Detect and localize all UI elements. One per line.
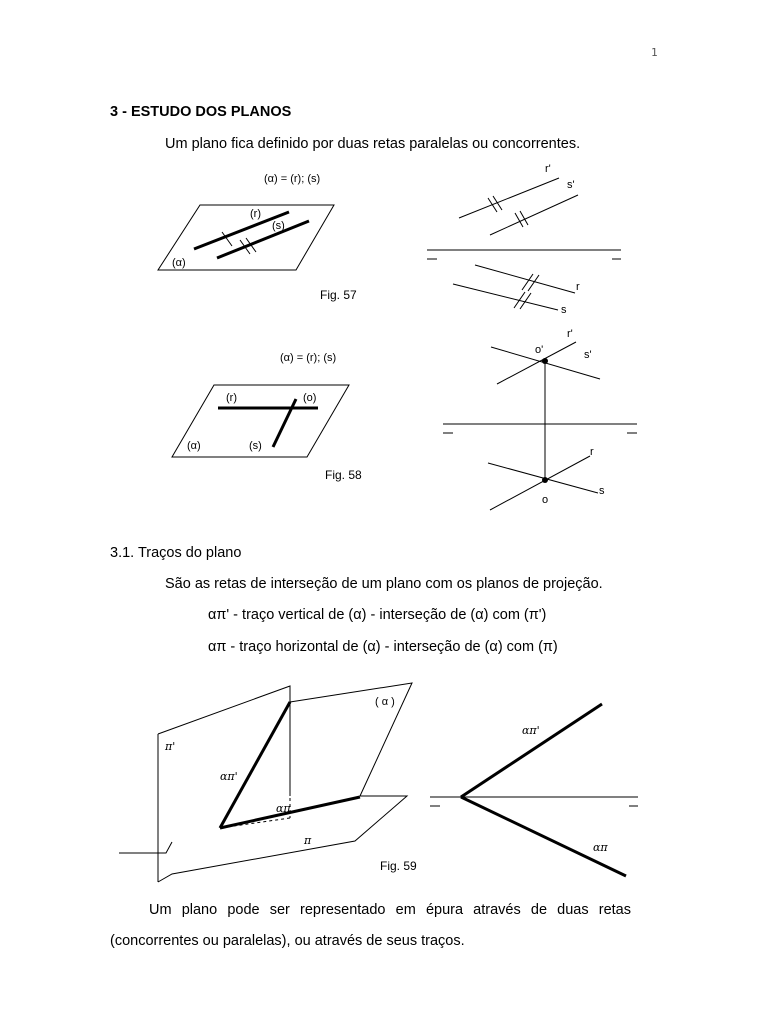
fig57-label-s: (s) — [272, 220, 285, 232]
fig57-caption: Fig. 57 — [320, 288, 357, 302]
fig58-epura-r — [490, 456, 590, 510]
fig57-epura-r-prime — [459, 178, 559, 218]
fig58-line-s — [273, 399, 296, 447]
fig57-formula: (α) = (r); (s) — [264, 173, 321, 185]
fig58-label-r: (r) — [226, 392, 237, 404]
fig58-formula: (α) = (r); (s) — [280, 352, 337, 364]
fig59-label-alpha: ( α ) — [375, 696, 395, 708]
fig58-epura-r-label: r — [590, 446, 594, 458]
fig59-epura-alpha-pi-prime-label: απ' — [522, 724, 540, 737]
fig58-label-o: (o) — [303, 392, 317, 404]
fig58-epura-o-prime-label: o' — [535, 344, 544, 356]
fig57-epura-s-prime-label: s' — [567, 179, 575, 191]
subsection-definition: São as retas de interseção de um plano com os planos de projeção. — [165, 576, 603, 592]
fig58-point-o — [542, 477, 548, 483]
fig59-label-alpha-pi-prime: απ' — [220, 770, 238, 783]
fig57-epura-r-prime-label: r' — [545, 163, 551, 175]
fig59-horizontal-plane — [119, 842, 172, 853]
fig57-epura-r-label: r — [576, 281, 580, 293]
fig58-epura-s-prime-label: s' — [584, 349, 592, 361]
section-intro: Um plano fica definido por duas retas paralelas ou concorrentes. — [165, 136, 581, 152]
page-number: 1 — [651, 46, 658, 59]
fig59-label-pi-prime: π' — [165, 740, 176, 753]
fig58-epura-s-label: s — [599, 485, 605, 497]
fig58-point-o-prime — [542, 358, 548, 364]
fig58-epura-o-label: o — [542, 494, 549, 506]
subsection-title: 3.1. Traços do plano — [110, 545, 242, 561]
conclusion-line-2: (concorrentes ou paralelas), ou através de seus traços. — [110, 933, 465, 949]
section-title: 3 - ESTUDO DOS PLANOS — [110, 104, 292, 120]
fig59-epura-trace-horizontal — [461, 797, 626, 876]
fig57-label-r: (r) — [250, 208, 261, 220]
fig57-label-alpha: (α) — [172, 257, 186, 269]
fig57-epura-r — [475, 265, 575, 293]
fig58-diagram — [0, 325, 768, 515]
fig58-label-alpha: (α) — [187, 440, 201, 452]
fig59-epura-alpha-pi-label: απ — [593, 841, 608, 854]
fig59-label-alpha-pi: απ — [276, 802, 291, 815]
fig57-epura-s-prime — [490, 195, 578, 235]
fig59-caption: Fig. 59 — [380, 859, 417, 873]
fig57-diagram — [0, 160, 768, 330]
fig57-line-s — [217, 221, 309, 258]
fig57-epura-tick — [528, 275, 539, 291]
fig57-epura-tick — [522, 274, 533, 290]
fig58-label-s: (s) — [249, 440, 262, 452]
vertical-trace-text: απ' - traço vertical de (α) - interseção de (α) com (π') — [208, 607, 547, 623]
fig58-caption: Fig. 58 — [325, 468, 362, 482]
fig59-epura-trace-vertical — [461, 704, 602, 797]
fig57-epura-s-label: s — [561, 304, 567, 316]
horizontal-trace-text: απ - traço horizontal de (α) - interseção de (α) com (π) — [208, 639, 558, 655]
fig59-diagram — [0, 675, 768, 890]
fig57-epura-s — [453, 284, 558, 310]
conclusion-line-1: Um plano pode ser representado em épura através de duas retas — [149, 902, 631, 918]
fig58-epura-r-prime-label: r' — [567, 328, 573, 340]
fig59-label-pi: π — [304, 834, 312, 847]
